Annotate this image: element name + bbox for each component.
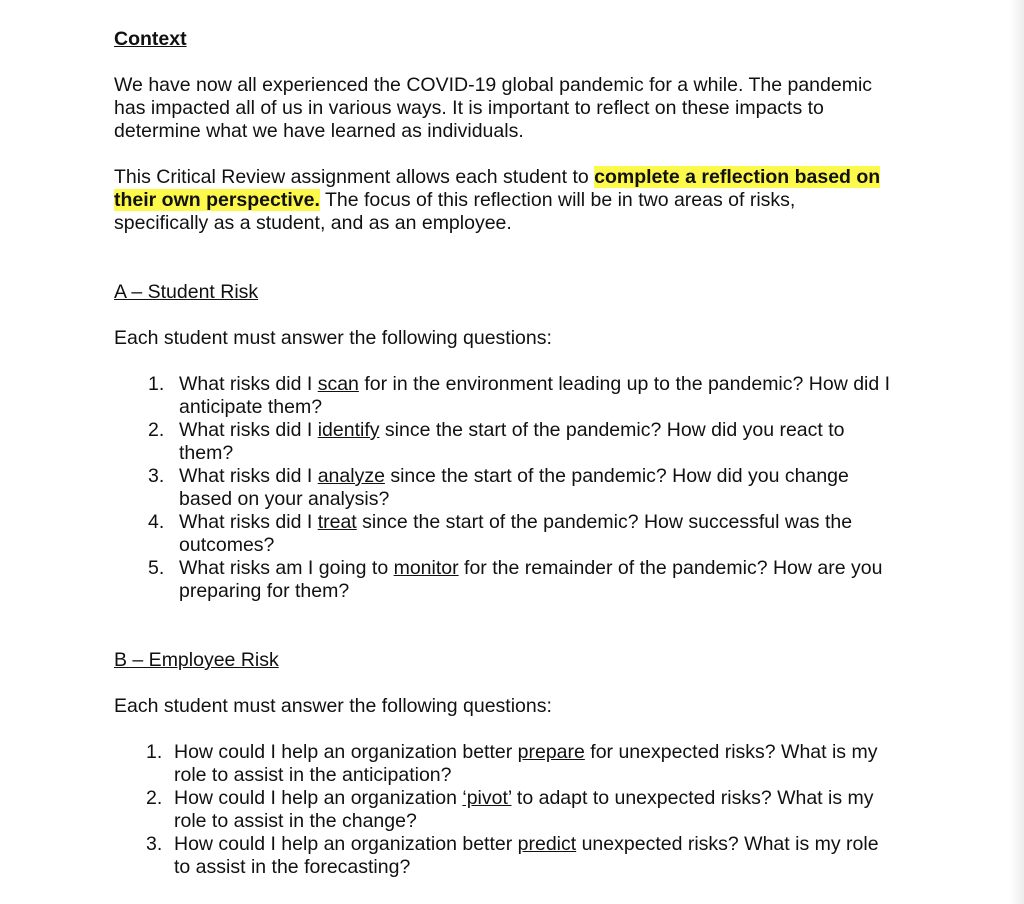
list-number: 3. <box>148 465 165 487</box>
item-text: for in the environment leading up to the pandemic? How did I anticipate them? <box>179 373 891 418</box>
list-item <box>114 373 894 419</box>
context-p2-before: This Critical Review assignment allows each student to <box>114 166 595 188</box>
item-text: How could I help an organization better <box>174 741 518 763</box>
section-a-title: A – Student Risk <box>114 281 259 303</box>
list-number: 3. <box>146 833 163 855</box>
item-keyword: monitor <box>393 557 459 579</box>
section-b-title: B – Employee Risk <box>114 649 279 671</box>
context-paragraph-1: We have now all experienced the COVID-19 global pandemic for a while. The pandemic has impacted all of us in various ways. It is important to reflect on these impacts to determine what we have learned as individuals. <box>114 74 873 142</box>
list-item <box>114 833 894 879</box>
item-keyword: scan <box>317 373 359 395</box>
item-keyword: treat <box>317 511 357 533</box>
list-item <box>114 419 894 465</box>
item-text: What risks did I <box>179 419 318 441</box>
context-paragraph-2 <box>114 166 894 235</box>
section-a-intro: Each student must answer the following questions: <box>114 327 552 349</box>
context-p2-after: The focus of this reflection will be in two areas of risks, specifically as a student, and as an employee. <box>114 189 796 234</box>
item-text: since the start of the pandemic? How did you react to them? <box>179 419 845 464</box>
list-number: 4. <box>148 511 165 533</box>
document-body <box>114 28 894 879</box>
section-a-list <box>114 373 894 603</box>
list-item <box>114 557 894 603</box>
item-text: for the remainder of the pandemic? How are you preparing for them? <box>179 557 883 602</box>
list-item <box>114 511 894 557</box>
list-item <box>114 787 894 833</box>
list-number: 2. <box>148 419 165 441</box>
item-keyword: predict <box>517 833 577 855</box>
item-text: unexpected risks? What is my role to assist in the forecasting? <box>174 833 879 878</box>
list-number: 1. <box>146 741 163 763</box>
section-b-intro: Each student must answer the following questions: <box>114 695 552 717</box>
highlighted-text: complete a reflection based on their own perspective. <box>114 166 881 211</box>
item-text: since the start of the pandemic? How successful was the outcomes? <box>179 511 853 556</box>
list-number: 2. <box>146 787 163 809</box>
item-text: What risks did I <box>179 373 318 395</box>
item-text: What risks did I <box>179 465 318 487</box>
item-text: for unexpected risks? What is my role to assist in the anticipation? <box>174 741 878 786</box>
item-keyword: analyze <box>317 465 385 487</box>
page-edge-shadow <box>1010 0 1024 904</box>
item-text: How could I help an organization <box>174 787 463 809</box>
item-text: since the start of the pandemic? How did you change based on your analysis? <box>179 465 849 510</box>
item-text: How could I help an organization better <box>174 833 518 855</box>
list-item <box>114 465 894 511</box>
context-heading: Context <box>114 28 187 50</box>
item-text: to adapt to unexpected risks? What is my role to assist in the change? <box>174 787 874 832</box>
list-item <box>114 741 894 787</box>
section-b-list <box>114 741 894 879</box>
list-number: 5. <box>148 557 165 579</box>
item-keyword: identify <box>317 419 380 441</box>
item-keyword: ‘pivot’ <box>462 787 512 809</box>
item-text: What risks did I <box>179 511 318 533</box>
item-keyword: prepare <box>517 741 585 763</box>
list-number: 1. <box>148 373 165 395</box>
item-text: What risks am I going to <box>179 557 394 579</box>
